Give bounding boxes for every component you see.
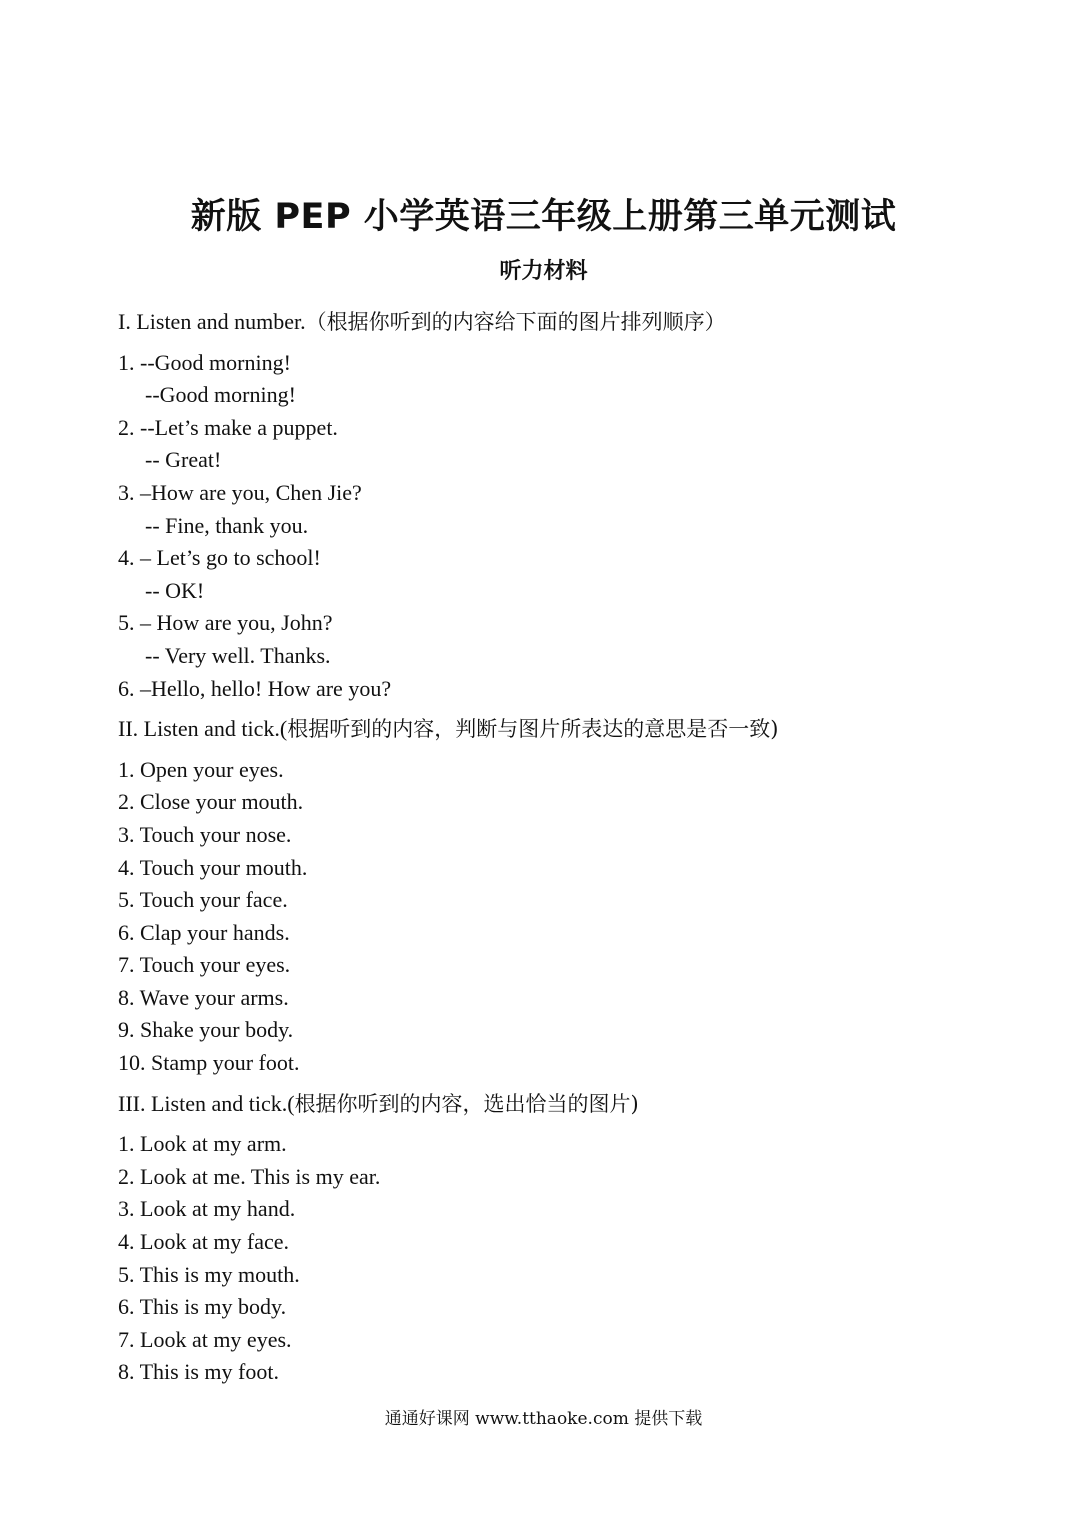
- section-heading: [118, 306, 1018, 339]
- list-item: 6. This is my body.: [118, 1294, 287, 1320]
- section-2: [118, 713, 1018, 1080]
- list-item: 7. Look at my eyes.: [118, 1326, 292, 1352]
- list-item: --Good morning!: [145, 382, 296, 408]
- list-item: 4. – Let’s go to school!: [118, 545, 321, 571]
- list-item: 5. Touch your face.: [118, 887, 288, 913]
- list-item: 7. Touch your eyes.: [118, 952, 291, 978]
- list-item: -- Great!: [145, 447, 222, 473]
- page-subtitle: 听力材料: [499, 259, 588, 284]
- list-item: -- Fine, thank you.: [145, 512, 309, 538]
- list-item: 6. –Hello, hello! How are you?: [118, 675, 392, 701]
- page-title: 新版 PEP 小学英语三年级上册第三单元测试: [190, 197, 897, 237]
- list-item: 1. --Good morning!: [118, 349, 291, 375]
- section-lines: [118, 754, 1018, 1080]
- section-heading-zh: 根据你听到的内容，选出恰当的图片): [294, 1091, 639, 1116]
- list-item: 2. Look at me. This is my ear.: [118, 1163, 381, 1189]
- list-item: 8. Wave your arms.: [118, 984, 289, 1010]
- list-item: 5. – How are you, John?: [118, 610, 333, 636]
- section-heading: [118, 713, 1018, 746]
- list-item: 8. This is my foot.: [118, 1359, 279, 1385]
- list-item: -- Very well. Thanks.: [145, 642, 331, 668]
- list-item: 1. Look at my arm.: [118, 1131, 287, 1157]
- section-lines: [118, 347, 1018, 706]
- list-item: 1. Open your eyes.: [118, 756, 284, 782]
- section-heading-en: II. Listen and tick.(: [118, 716, 288, 742]
- list-item: 3. Touch your nose.: [118, 821, 292, 847]
- list-item: 3. Look at my hand.: [118, 1196, 296, 1222]
- section-heading-en: I. Listen and number.: [118, 309, 306, 334]
- page-footer: 通通好课网 www.tthaoke.com 提供下载: [384, 1409, 703, 1429]
- list-item: 5. This is my mouth.: [118, 1261, 300, 1287]
- list-item: 2. --Let’s make a puppet.: [118, 414, 338, 440]
- list-item: 4. Touch your mouth.: [118, 854, 308, 880]
- document-body: [118, 306, 1018, 1389]
- list-item: 2. Close your mouth.: [118, 789, 304, 815]
- list-item: 9. Shake your body.: [118, 1017, 294, 1043]
- list-item: -- OK!: [145, 577, 205, 603]
- section-heading-en: III. Listen and tick.(: [118, 1090, 295, 1116]
- section-3: [118, 1088, 1018, 1389]
- section-lines: [118, 1128, 1018, 1389]
- list-item: 3. –How are you, Chen Jie?: [118, 479, 362, 505]
- section-heading-zh: （根据你听到的内容给下面的图片排列顺序）: [305, 310, 726, 334]
- section-1: [118, 306, 1018, 705]
- list-item: 10. Stamp your foot.: [118, 1050, 300, 1076]
- section-heading: [118, 1088, 1018, 1121]
- list-item: 6. Clap your hands.: [118, 919, 290, 945]
- list-item: 4. Look at my face.: [118, 1229, 290, 1255]
- section-heading-zh: 根据听到的内容，判断与图片所表达的意思是否一致): [287, 717, 779, 742]
